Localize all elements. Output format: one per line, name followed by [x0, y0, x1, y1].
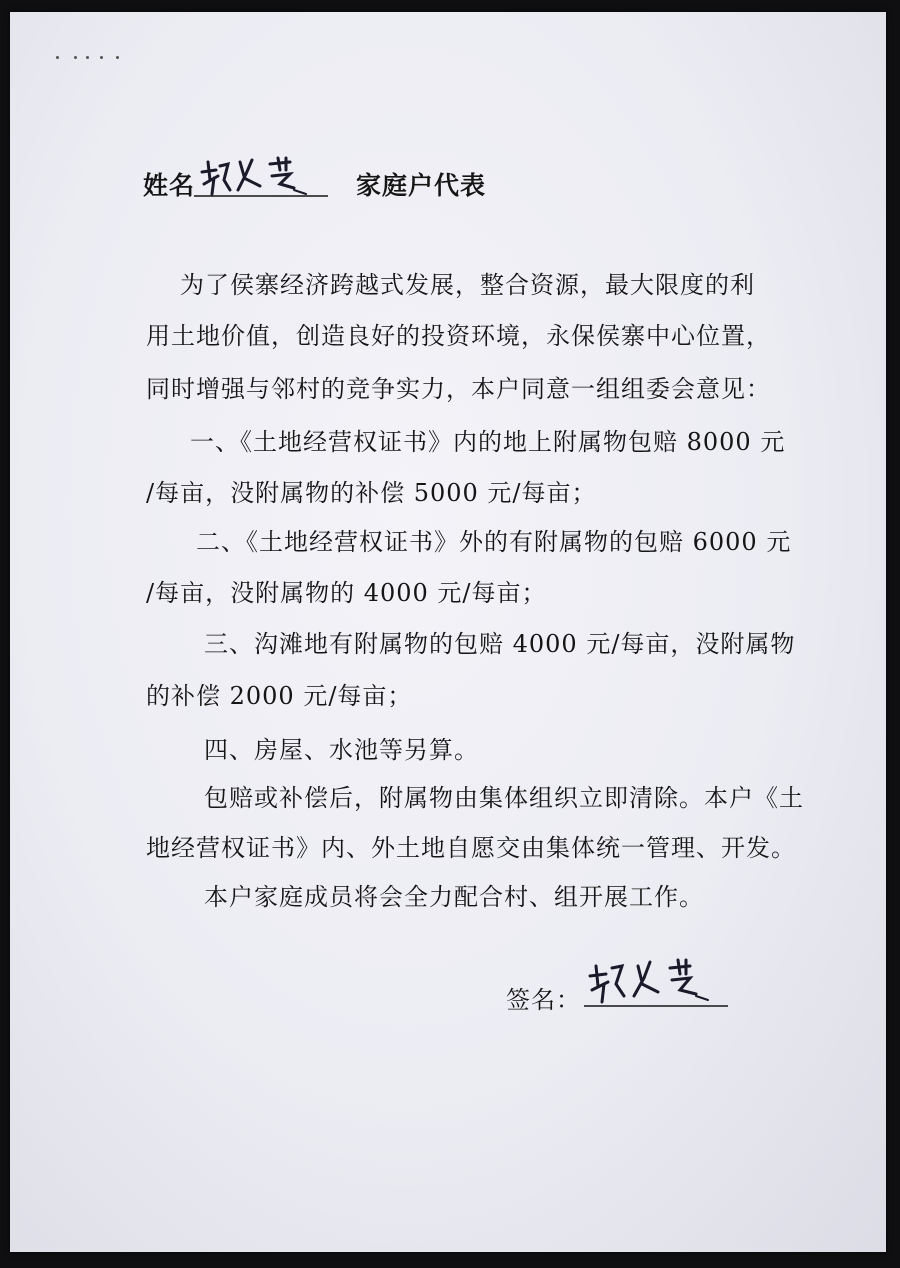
footer-signature: [584, 952, 730, 1010]
item-2-line-1: 二、《土地经营权证书》外的有附属物的包赔 6000 元: [196, 528, 792, 556]
intro-line-1: 为了侯寨经济跨越式发展，整合资源，最大限度的利: [180, 271, 755, 299]
item-1-line-1: 一、《土地经营权证书》内的地上附属物包赔 8000 元: [190, 428, 786, 456]
name-signature: [194, 150, 330, 200]
item-4-line-1: 四、房屋、水池等另算。: [204, 736, 479, 764]
household-representative-label: 家庭户代表: [356, 171, 487, 200]
cooperation-line: 本户家庭成员将会全力配合村、组开展工作。: [204, 883, 704, 911]
scan-specks: [56, 56, 126, 64]
item-3-line-2: 的补偿 2000 元/每亩；: [146, 682, 413, 710]
sign-label: 签名：: [506, 986, 581, 1014]
clear-line-1: 包赔或补偿后，附属物由集体组织立即清除。本户《土: [204, 784, 804, 812]
item-2-line-2: /每亩，没附属物的 4000 元/每亩；: [146, 579, 547, 607]
clear-line-2: 地经营权证书》内、外土地自愿交由集体统一管理、开发。: [146, 834, 796, 862]
intro-line-2: 用土地价值，创造良好的投资环境，永保侯寨中心位置，: [146, 322, 771, 350]
name-label: 姓名: [143, 171, 196, 200]
item-3-line-1: 三、沟滩地有附属物的包赔 4000 元/每亩，没附属物: [204, 630, 796, 658]
intro-line-3: 同时增强与邻村的竞争实力，本户同意一组组委会意见：: [146, 375, 771, 403]
item-1-line-2: /每亩，没附属物的补偿 5000 元/每亩；: [146, 479, 597, 507]
